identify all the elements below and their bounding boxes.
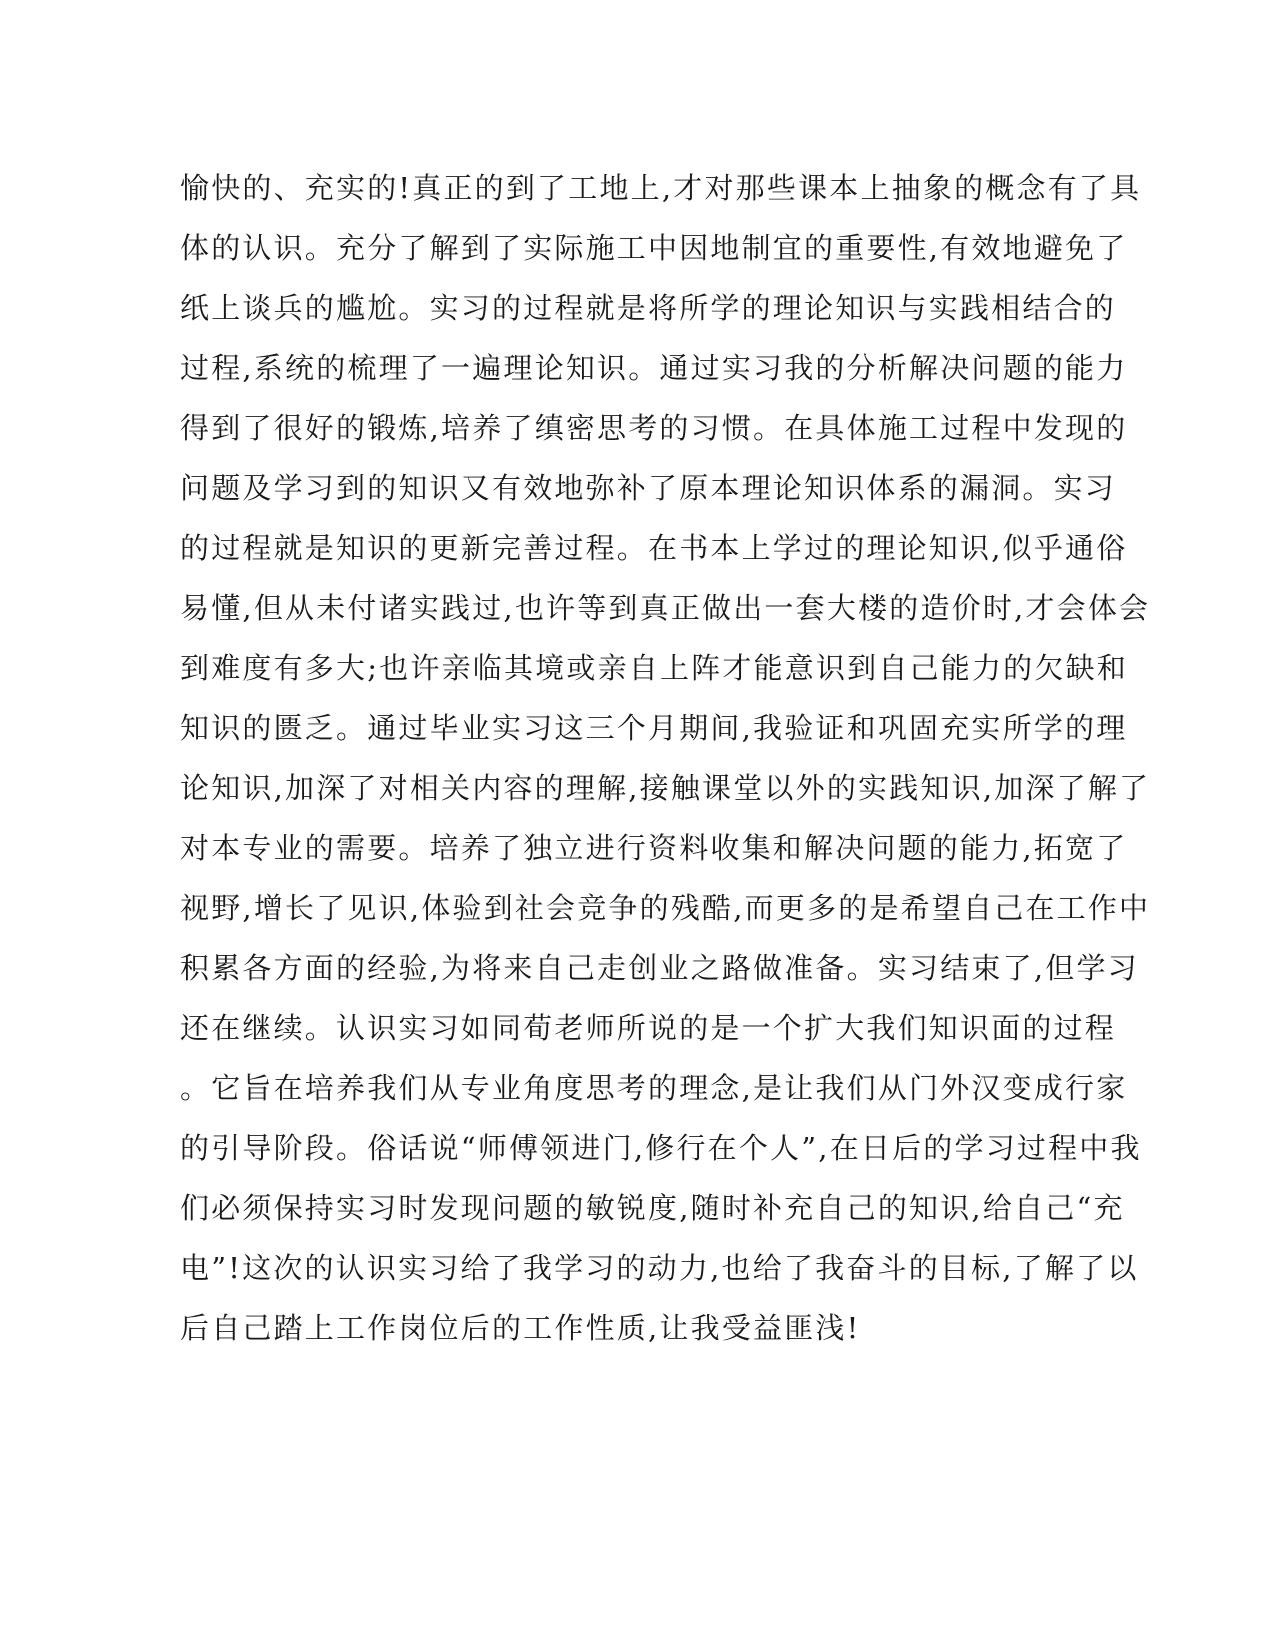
text-line: 的引导阶段。俗话说“师傅领进门,修行在个人”,在日后的学习过程中我 [180,1131,1142,1165]
text-line: 愉快的、充实的!真正的到了工地上,才对那些课本上抽象的概念有了具 [180,171,1142,205]
text-line: 。它旨在培养我们从专业角度思考的理念,是让我们从门外汉变成行家 [180,1071,1128,1105]
text-line: 知识的匮乏。通过毕业实习这三个月期间,我验证和巩固充实所学的理 [180,711,1128,745]
text-line: 易懂,但从未付诸实践过,也许等到真正做出一套大楼的造价时,才会体会 [180,591,1151,625]
text-line: 得到了很好的锻炼,培养了缜密思考的习惯。在具体施工过程中发现的 [180,411,1128,445]
text-line: 的过程就是知识的更新完善过程。在书本上学过的理论知识,似乎通俗 [180,531,1128,565]
text-line: 到难度有多大;也许亲临其境或亲自上阵才能意识到自己能力的欠缺和 [180,651,1128,685]
text-line: 电”!这次的认识实习给了我学习的动力,也给了我奋斗的目标,了解了以 [180,1251,1139,1285]
text-line: 后自己踏上工作岗位后的工作性质,让我受益匪浅! [180,1311,861,1345]
text-line: 们必须保持实习时发现问题的敏锐度,随时补充自己的知识,给自己“充 [180,1191,1125,1225]
body-paragraph [180,158,1151,1358]
text-line: 纸上谈兵的尴尬。实习的过程就是将所学的理论知识与实践相结合的 [180,291,1117,325]
text-line: 积累各方面的经验,为将来自己走创业之路做准备。实习结束了,但学习 [180,951,1139,985]
text-line: 对本专业的需要。培养了独立进行资料收集和解决问题的能力,拓宽了 [180,831,1128,865]
text-line: 视野,增长了见识,体验到社会竞争的残酷,而更多的是希望自己在工作中 [180,891,1151,925]
text-line: 问题及学习到的知识又有效地弥补了原本理论知识体系的漏洞。实习 [180,471,1117,505]
text-line: 过程,系统的梳理了一遍理论知识。通过实习我的分析解决问题的能力 [180,351,1128,385]
text-line: 还在继续。认识实习如同荀老师所说的是一个扩大我们知识面的过程 [180,1011,1117,1045]
text-line: 体的认识。充分了解到了实际施工中因地制宜的重要性,有效地避免了 [180,231,1128,265]
text-line: 论知识,加深了对相关内容的理解,接触课堂以外的实践知识,加深了解了 [180,771,1151,805]
